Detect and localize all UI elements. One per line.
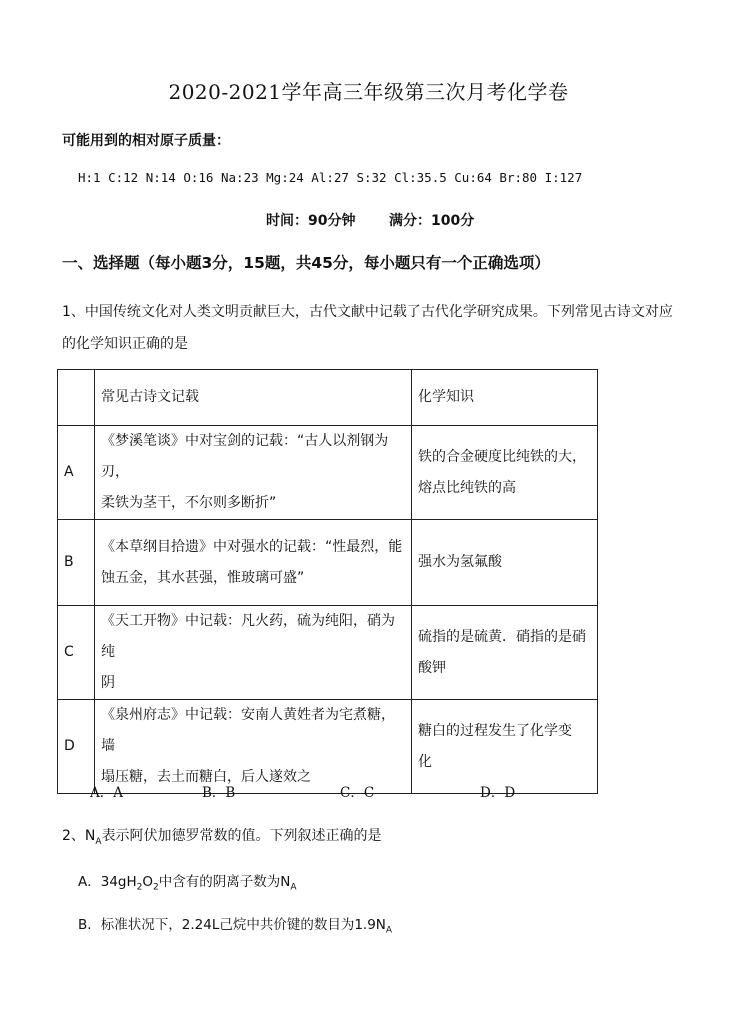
table-row (58, 520, 598, 606)
table-row (58, 426, 598, 520)
knowledge-cell: 糖白的过程发生了化学变 化 (412, 700, 598, 794)
atomic-mass-list: H:1 C:12 N:14 O:16 Na:23 Mg:24 Al:27 S:32 Cl:35.5 Cu:64 Br:80 I:127 (78, 170, 583, 185)
record-cell: 《本草纲目拾遗》中对强水的记载：“性最烈，能 蚀五金，其水甚强，惟玻璃可盛” (95, 520, 412, 606)
option-b[interactable]: B．B (202, 785, 236, 801)
table-row (58, 606, 598, 700)
option-c[interactable]: C．C (340, 785, 375, 801)
record-cell: 《天工开物》中记载：凡火药，硫为纯阳，硝为纯 阴 (95, 606, 412, 700)
q1-table (57, 369, 598, 794)
record-cell: 《泉州府志》中记载：安南人黄姓者为宅煮糖，墙 塌压糖，去土而糖白，后人遂效之 (95, 700, 412, 794)
q2-option-b[interactable]: B．标准状况下，2.24L己烷中共价键的数目为$1.9N_A$ (78, 917, 393, 936)
q1-stem-line1: 1、中国传统文化对人类文明贡献巨大，古代文献中记载了古代化学研究成果。下列常见古诗文对应 (62, 304, 673, 320)
option-a[interactable]: A．A (90, 785, 123, 801)
knowledge-cell: 铁的合金硬度比纯铁的大， 熔点比纯铁的高 (412, 426, 598, 520)
header-cell: 常见古诗文记载 (95, 370, 412, 426)
table-row (58, 700, 598, 794)
section-heading: 一、选择题（每小题3分，15题，共45分，每小题只有一个正确选项） (62, 254, 550, 272)
q2-stem: 2、$N_A$表示阿伏加德罗常数的值。下列叙述正确的是 (62, 828, 382, 847)
row-label: C (58, 606, 95, 700)
q2-option-a[interactable]: A．$34gH_2O_2$中含有的阴离子数为$N_A$ (78, 874, 297, 893)
header-cell: 化学知识 (412, 370, 598, 426)
exam-time: 时间：90分钟 (266, 213, 356, 229)
record-cell: 《梦溪笔谈》中对宝剑的记载：“古人以剂钢为刃， 柔铁为茎干，不尔则多断折” (95, 426, 412, 520)
knowledge-cell: 硫指的是硫黄．硝指的是硝 酸钾 (412, 606, 598, 700)
table-header-row (58, 370, 598, 426)
option-d[interactable]: D．D (480, 785, 516, 801)
row-label: A (58, 426, 95, 520)
q1-stem-line2: 的化学知识正确的是 (62, 336, 188, 352)
exam-score: 满分：100分 (389, 213, 475, 229)
page-title: 2020-2021学年高三年级第三次月考化学卷 (168, 80, 569, 104)
header-cell (58, 370, 95, 426)
knowledge-cell: 强水为氢氟酸 (412, 520, 598, 606)
row-label: B (58, 520, 95, 606)
atomic-mass-heading: 可能用到的相对原子质量： (62, 133, 230, 149)
row-label: D (58, 700, 95, 794)
